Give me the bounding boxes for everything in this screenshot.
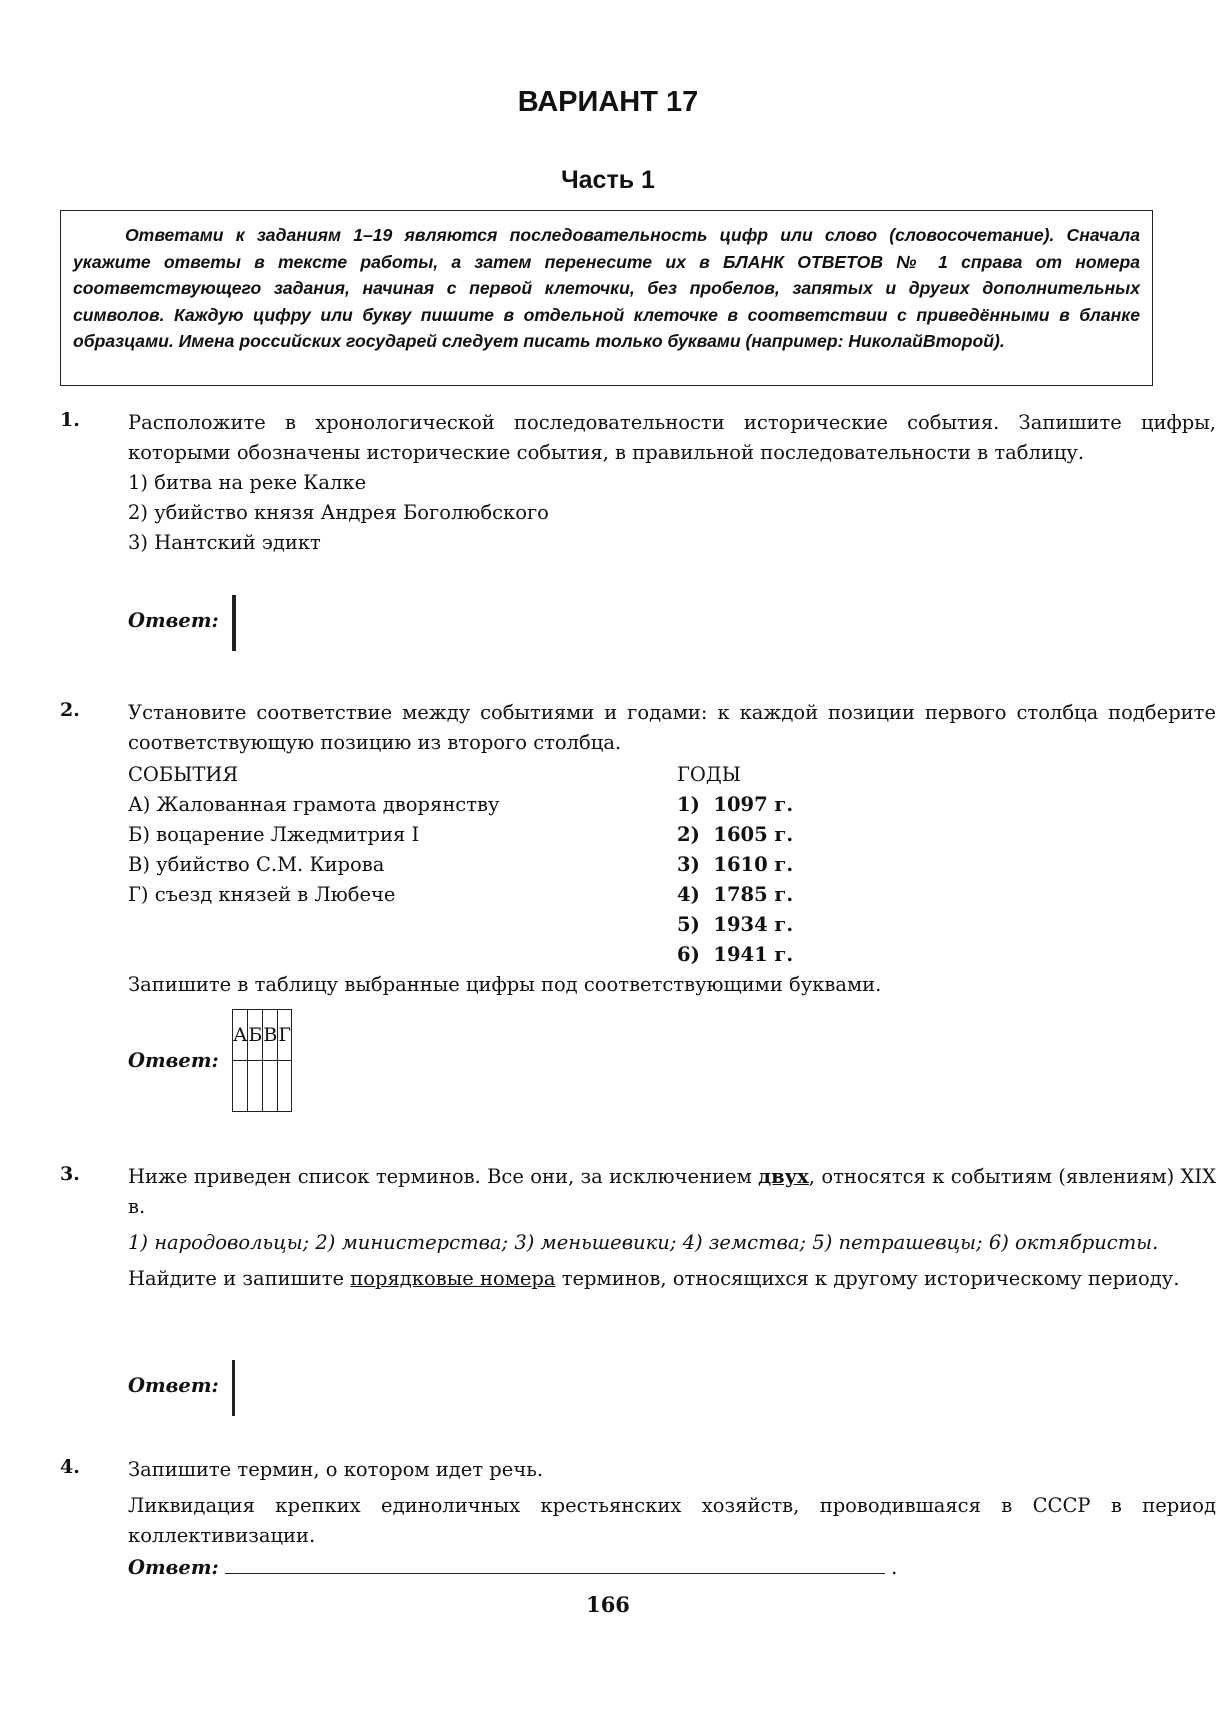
- task-4-answer: Ответ: .: [128, 1551, 1216, 1583]
- page-number: 166: [586, 1592, 630, 1617]
- event-item: Г) съезд князей в Любече: [128, 883, 396, 906]
- events-column-title: СОБЫТИЯ: [128, 763, 239, 786]
- task-1-number: 1.: [60, 409, 80, 431]
- answer-label: Ответ:: [128, 1049, 219, 1072]
- task-3-text-before: Ниже приведен список терминов. Все они, за исключением: [128, 1165, 759, 1188]
- task-1-text: Расположите в хронологической последовательности исторические события. Запишите цифры, которыми обозначены исторические события, в правильной последовательности в таблицу.: [128, 411, 1216, 464]
- answer-line[interactable]: [225, 1551, 885, 1574]
- part-title: Часть 1: [561, 166, 655, 194]
- task-1-item: 2) убийство князя Андрея Боголюбского: [128, 501, 549, 524]
- task-3-terms: 1) народовольцы; 2) министерства; 3) меньшевики; 4) земства; 5) петрашевцы; 6) октябристы.: [128, 1231, 1159, 1254]
- task-1-answer-cells: [232, 595, 236, 651]
- instructions-text: Ответами к заданиям 1–19 являются последовательность цифр или слово (словосочетание). Сначала укажите ответы в тексте работы, а затем перенесите их в БЛАНК ОТВЕТОВ № 1 справа от номера соответствующего задания, начиная с первой клеточки, без пробелов, запятых и других дополнительных символов. Каждую цифру или букву пишите в отдельной клеточке в соответствии с приведёнными в бланке образцами. Имена российских государей следует писать только буквами (например: НиколайВторой).: [73, 225, 1140, 351]
- task-2-instruction: Запишите в таблицу выбранные цифры под соответствующими буквами.: [128, 973, 882, 996]
- years-column: [677, 760, 977, 970]
- task-3-find: [128, 1264, 1216, 1294]
- answer-label: Ответ:: [128, 1374, 219, 1397]
- task-4-number: 4.: [60, 1456, 80, 1478]
- letter-header-v: В: [263, 1010, 278, 1061]
- task-2-text: Установите соответствие между событиями и годами: к каждой позиции первого столбца подберите соответствующую позицию из второго столбца.: [128, 701, 1216, 754]
- year-item: 5) 1934 г.: [677, 913, 794, 936]
- year-item: 6) 1941 г.: [677, 943, 794, 966]
- task-4-body: [128, 1455, 1216, 1583]
- instructions-box: [60, 210, 1153, 386]
- task-1-item: 3) Нантский эдикт: [128, 531, 321, 554]
- answer-label: Ответ:: [128, 609, 219, 632]
- letter-header-a: А: [233, 1010, 248, 1061]
- task-3-text: [128, 1162, 1216, 1222]
- years-column-title: ГОДЫ: [677, 763, 741, 786]
- task-1-body: [128, 408, 1216, 558]
- event-item: А) Жалованная грамота дворянству: [128, 793, 500, 816]
- answer-cell[interactable]: [233, 1061, 248, 1112]
- task-3-text-underlined: двух: [758, 1165, 809, 1188]
- task-4-text: Запишите термин, о котором идет речь.: [128, 1458, 544, 1481]
- year-item: 4) 1785 г.: [677, 883, 794, 906]
- year-item: 3) 1610 г.: [677, 853, 794, 876]
- events-column: [128, 760, 648, 910]
- variant-title: ВАРИАНТ 17: [517, 86, 699, 118]
- answer-cell[interactable]: [234, 1361, 235, 1416]
- task-3-find-before: Найдите и запишите: [128, 1267, 351, 1290]
- task-3-text-after: , относятся к событиям (явлениям) XIX в.: [128, 1165, 1216, 1218]
- task-2-answer-table: [232, 1009, 292, 1112]
- task-3-find-underlined: порядковые номера: [350, 1267, 556, 1290]
- task-3-body: [128, 1162, 1216, 1294]
- task-4-definition: Ликвидация крепких единоличных крестьянских хозяйств, проводившаяся в СССР в период коллективизации.: [128, 1494, 1216, 1547]
- answer-cell[interactable]: [278, 1061, 292, 1112]
- task-2-number: 2.: [60, 699, 80, 721]
- task-2-body: [128, 698, 1216, 758]
- answer-cell[interactable]: [235, 596, 236, 651]
- event-item: В) убийство С.М. Кирова: [128, 853, 385, 876]
- task-1-item: 1) битва на реке Калке: [128, 471, 367, 494]
- year-item: 2) 1605 г.: [677, 823, 794, 846]
- letter-header-g: Г: [278, 1010, 292, 1061]
- task-3-number: 3.: [60, 1163, 80, 1185]
- event-item: Б) воцарение Лжедмитрия I: [128, 823, 420, 846]
- task-3-find-after: терминов, относящихся к другому историческому периоду.: [555, 1267, 1180, 1290]
- answer-cell[interactable]: [248, 1061, 263, 1112]
- task-3-answer-cells: [232, 1360, 235, 1416]
- answer-cell[interactable]: [263, 1061, 278, 1112]
- answer-label: Ответ:: [128, 1556, 219, 1579]
- letter-header-b: Б: [248, 1010, 263, 1061]
- year-item: 1) 1097 г.: [677, 793, 794, 816]
